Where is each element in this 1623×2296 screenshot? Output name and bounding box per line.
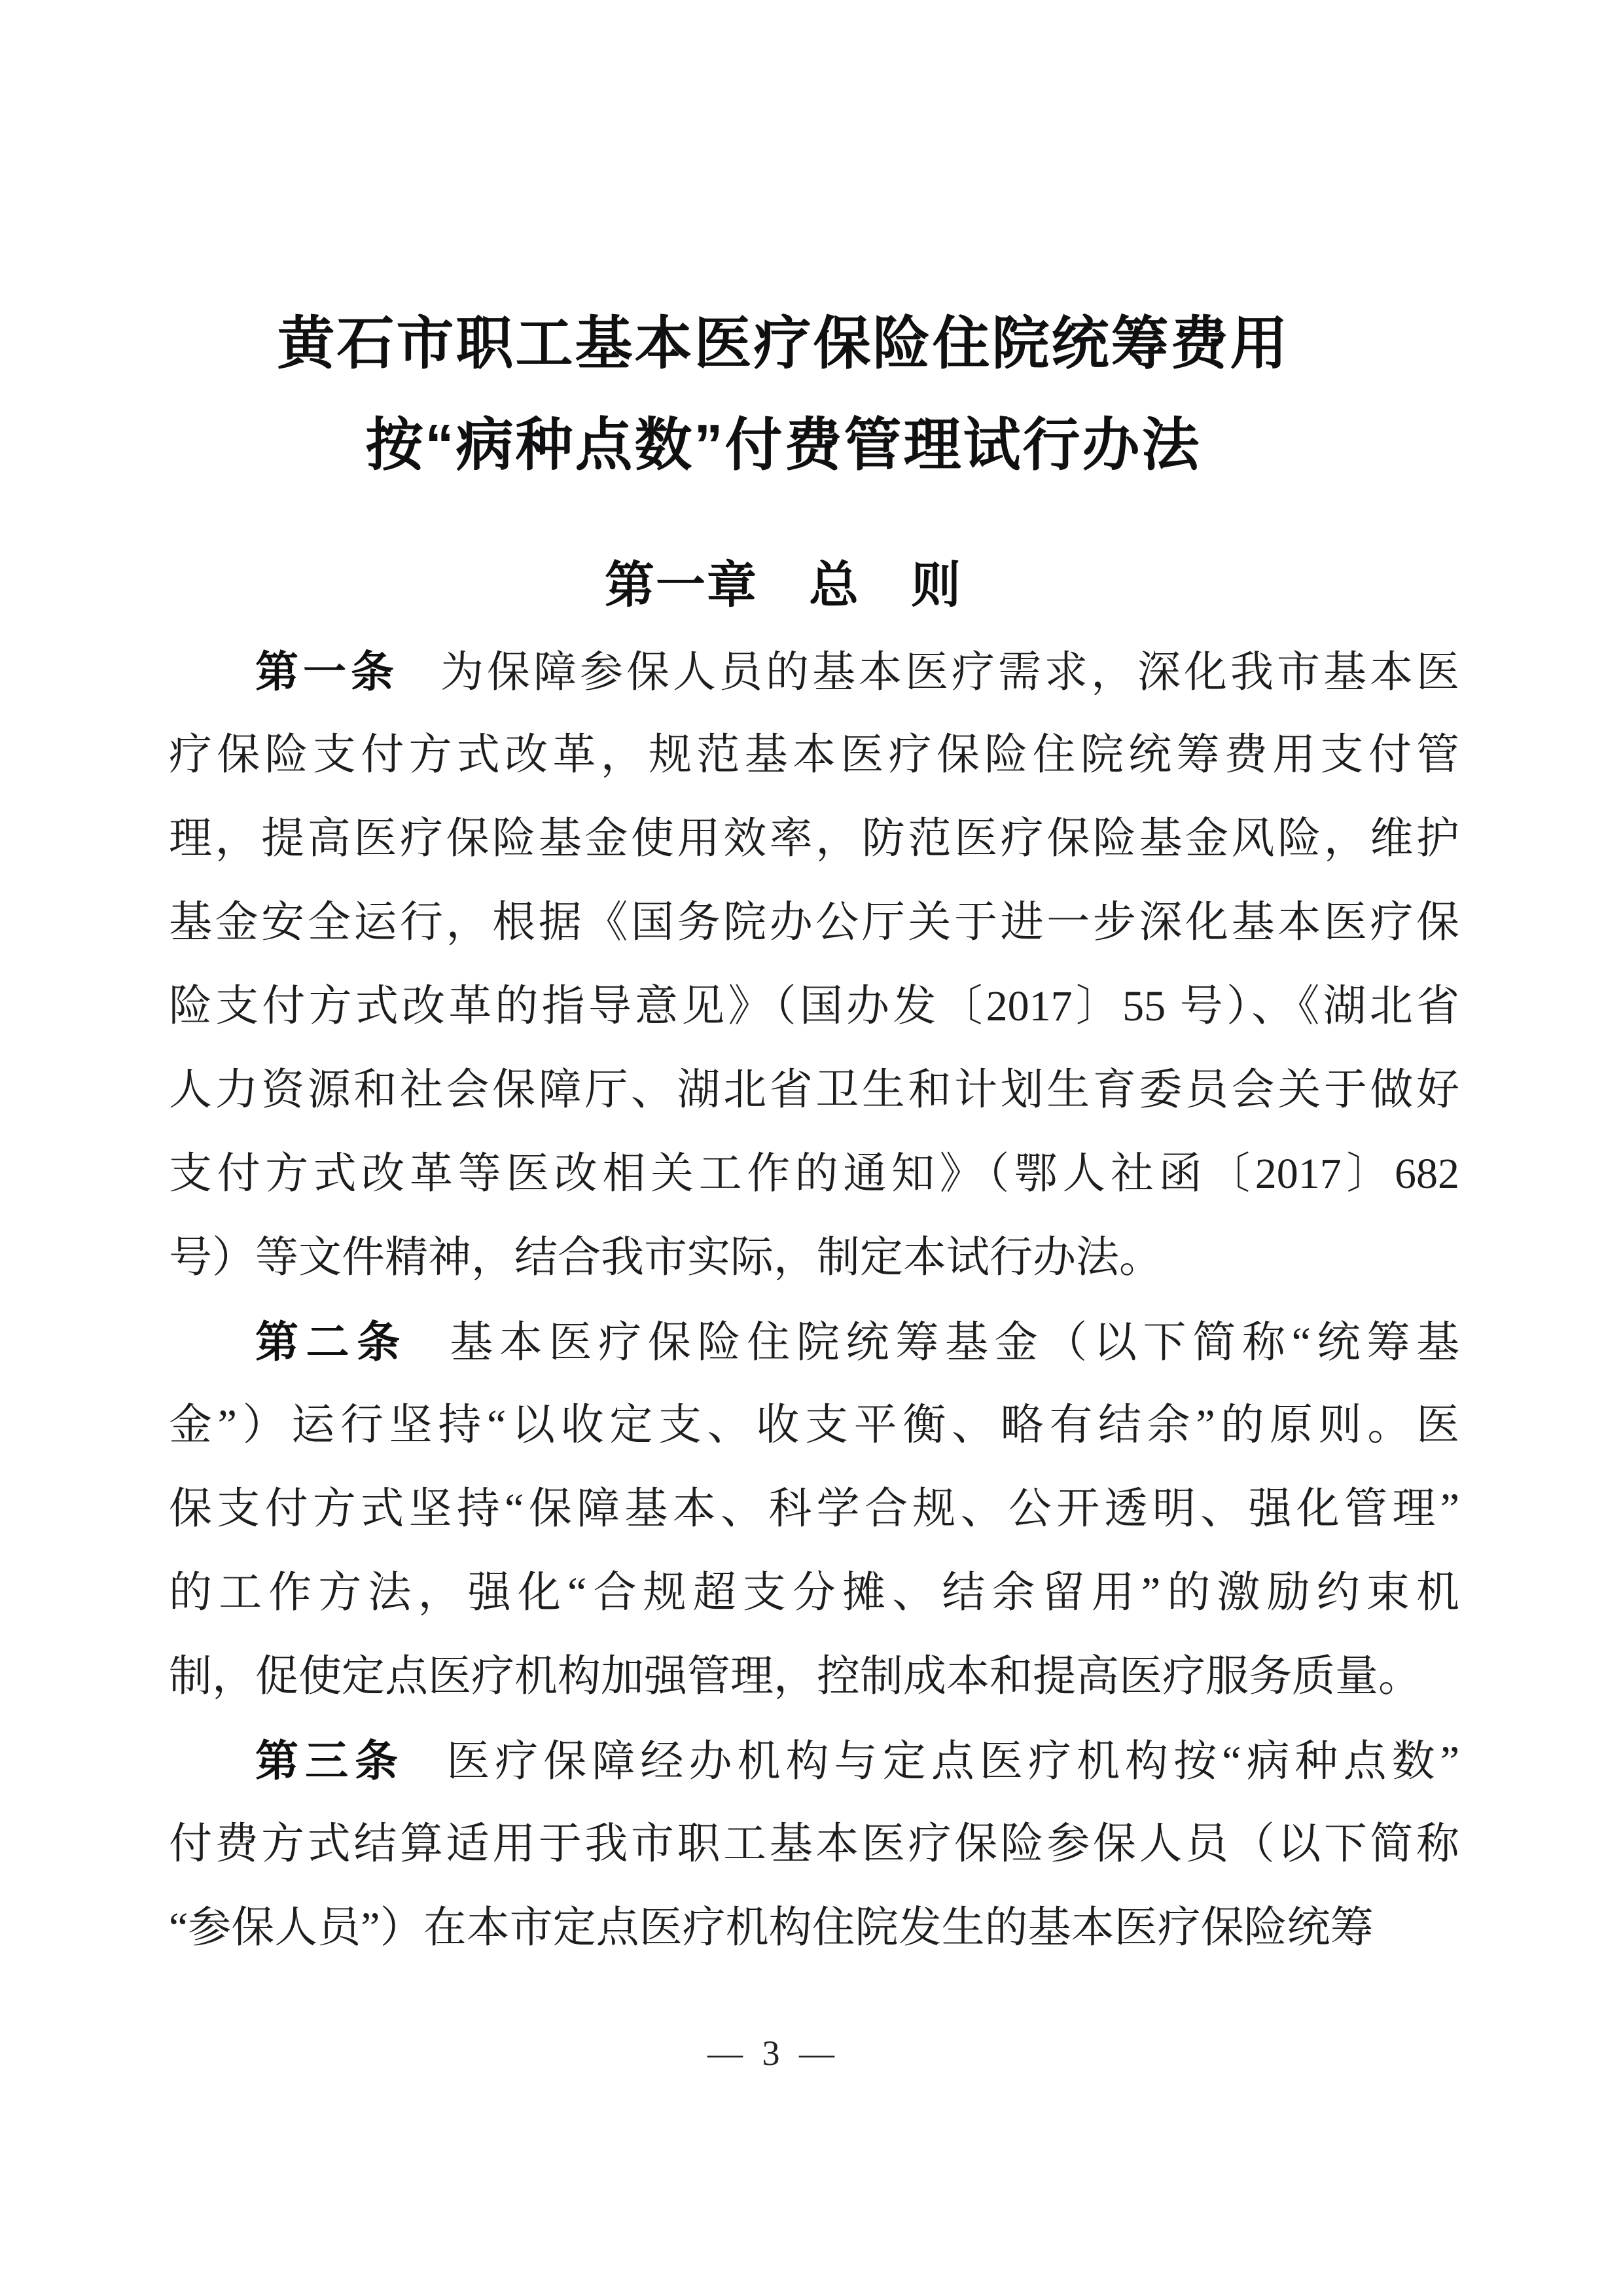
article-3-line-2: 付费方式结算适用于我市职工基本医疗保险参保人员（以下简称 [169, 1820, 1459, 1868]
article-2-line-1-text: 基本医疗保险住院统筹基金（以下简称“统筹基 [450, 1319, 1460, 1367]
article-2-line-5: 制，促使定点医疗机构加强管理，控制成本和提高医疗服务质量。 [169, 1653, 1421, 1700]
article-1-line-8: 号）等文件精神，结合我市实际，制定本试行办法。 [169, 1234, 1162, 1282]
article-3-line-3: “参保人员”）在本市定点医疗机构住院发生的基本医疗保险统筹 [169, 1904, 1374, 1952]
article-2-line-4: 的工作方法，强化“合规超支分摊、结余留用”的激励约束机 [169, 1569, 1459, 1617]
article-1-label: 第一条 [255, 647, 399, 696]
article-2-line-2: 金”）运行坚持“以收定支、收支平衡、略有结余”的原则。医 [169, 1401, 1459, 1449]
article-2 [169, 1300, 1459, 1719]
document-title-line-1: 黄石市职工基本医疗保险住院统筹费用 [277, 310, 1290, 376]
article-1-line-2: 疗保险支付方式改革，规范基本医疗保险住院统筹费用支付管 [169, 731, 1459, 779]
page-number: — 3 — [707, 2034, 840, 2073]
document-title-line-2: 按“病种点数”付费管理试行办法 [365, 412, 1202, 477]
article-1-line-1-text: 为保障参保人员的基本医疗需求，深化我市基本医 [440, 649, 1459, 696]
article-1-line-6: 人力资源和社会保障厅、湖北省卫生和计划生育委员会关于做好 [169, 1066, 1459, 1114]
article-1-line-1 [169, 630, 1459, 713]
article-2-line-1 [169, 1300, 1459, 1384]
article-1-line-7: 支付方式改革等医改相关工作的通知》（鄂人社函〔2017〕682 [169, 1150, 1459, 1198]
article-2-line-3: 保支付方式坚持“保障基本、科学合规、公开透明、强化管理” [169, 1485, 1459, 1533]
article-1 [169, 630, 1459, 1300]
article-3-line-1-text: 医疗保障经办机构与定点医疗机构按“病种点数” [446, 1738, 1460, 1785]
document-body [169, 630, 1459, 1970]
article-1-line-3: 理，提高医疗保险基金使用效率，防范医疗保险基金风险，维护 [169, 815, 1459, 863]
article-3 [169, 1719, 1459, 1970]
document-title [0, 293, 1567, 495]
article-1-line-4: 基金安全运行，根据《国务院办公厅关于进一步深化基本医疗保 [169, 899, 1459, 946]
article-3-line-1 [169, 1719, 1459, 1803]
article-2-label: 第二条 [255, 1318, 408, 1366]
article-1-line-5: 险支付方式改革的指导意见》（国办发〔2017〕55 号）、《湖北省 [169, 982, 1459, 1030]
article-3-label: 第三条 [255, 1736, 405, 1785]
chapter-heading: 第一章 总 则 [605, 558, 962, 613]
